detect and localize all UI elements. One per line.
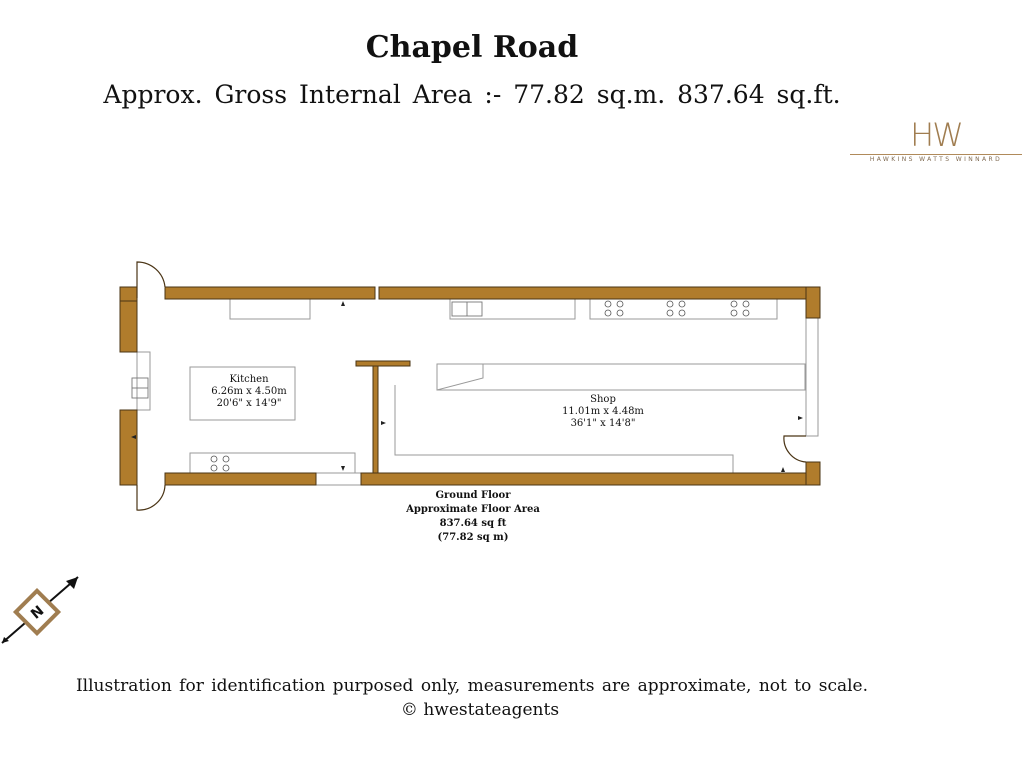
wall-right-upper [806, 287, 820, 318]
door-swing-bottom-left [137, 485, 165, 510]
copyright: © hwestateagents [400, 700, 560, 720]
floor-area-label: Approximate Floor Area [406, 504, 540, 515]
floor-area-summary [380, 489, 566, 545]
wall-top-shop [379, 287, 820, 299]
gross-area-subtitle: Approx. Gross Internal Area :- 77.82 sq.m. 837.64 sq.ft. [103, 80, 841, 109]
compass-letter: N [28, 602, 48, 623]
logo-tagline: HAWKINS WATTS WINNARD [869, 156, 1003, 163]
page-title: Chapel Road [365, 30, 579, 65]
arrow-icon [341, 466, 345, 471]
wall-bottom-shop [361, 473, 820, 485]
wall-right-lower [806, 462, 820, 485]
wall-bottom-kitchen [165, 473, 316, 485]
wall-partition [373, 366, 378, 473]
shop-window [806, 318, 818, 436]
logo-mark: HW [910, 116, 962, 154]
hob-icon [667, 301, 685, 316]
wall-left-upper [120, 301, 137, 352]
shop-display-unit-outline [437, 364, 805, 390]
arrow-icon [341, 301, 345, 306]
shop-metric: 11.01m x 4.48m [562, 406, 644, 417]
shop-display-unit [437, 364, 483, 390]
shop-name: Shop [590, 394, 616, 405]
arrow-icon [381, 421, 386, 425]
room-label-shop [548, 394, 658, 430]
floor-area-sqm: (77.82 sq m) [437, 532, 509, 543]
hob-icon [211, 456, 229, 471]
wall-corner-top-left [120, 287, 137, 301]
door-swing-right [784, 436, 806, 462]
hob-icon [605, 301, 623, 316]
disclaimer: Illustration for identification purposed only, measurements are approximate, not to scale. [75, 676, 869, 696]
kitchen-worktop-top [230, 299, 310, 319]
shop-imperial: 36'1" x 14'8" [570, 418, 636, 429]
wall-left-lower [120, 410, 137, 485]
wall-partition-top [356, 361, 410, 366]
kitchen-name: Kitchen [229, 374, 269, 385]
wall-top-kitchen [165, 287, 375, 299]
kitchen-imperial: 20'6" x 14'9" [216, 398, 282, 409]
room-label-kitchen [195, 374, 303, 410]
floor-name: Ground Floor [435, 490, 511, 501]
hob-icon [731, 301, 749, 316]
arrow-icon [781, 467, 785, 472]
kitchen-metric: 6.26m x 4.50m [211, 386, 287, 397]
arrow-icon [798, 416, 803, 420]
entrance-window [316, 473, 361, 485]
floor-area-sqft: 837.64 sq ft [439, 518, 507, 529]
compass-icon [0, 575, 82, 645]
